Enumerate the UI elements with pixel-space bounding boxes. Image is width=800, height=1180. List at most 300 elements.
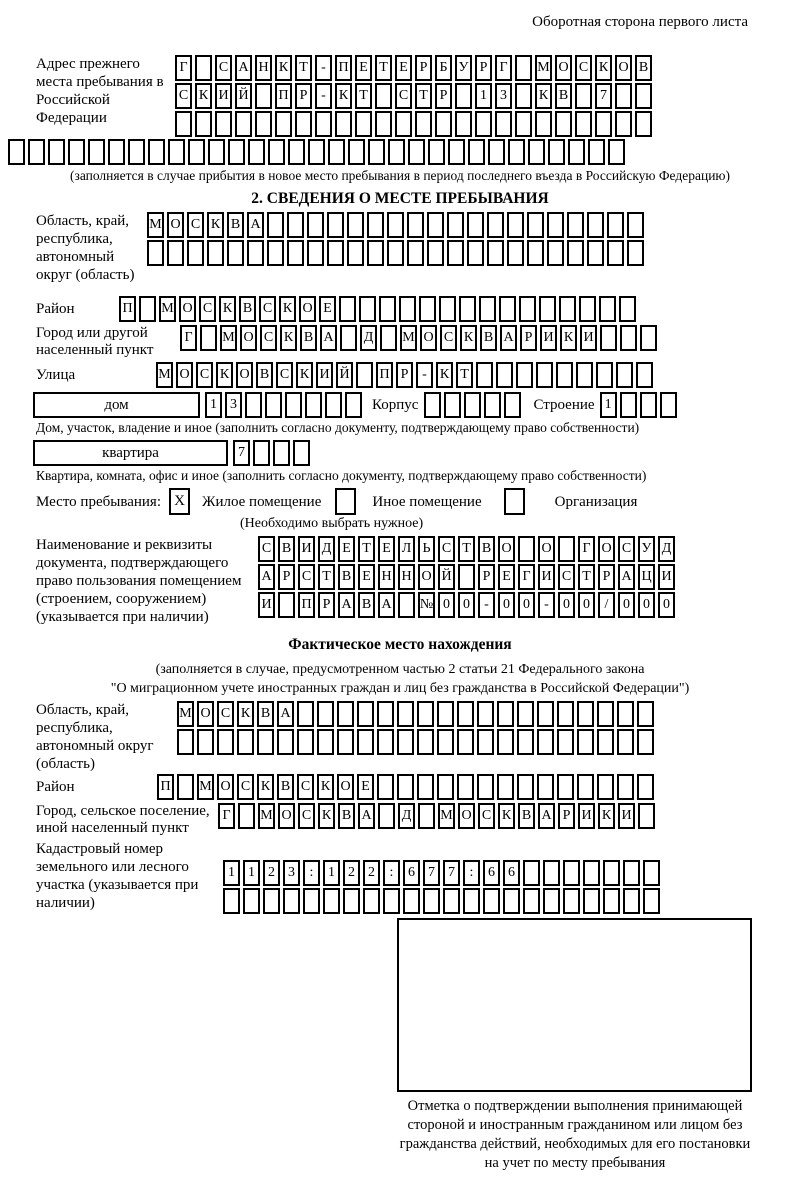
char-box xyxy=(356,362,373,388)
char-box xyxy=(359,296,376,322)
char-box xyxy=(588,139,605,165)
char-box: У xyxy=(455,55,472,81)
char-box xyxy=(595,111,612,137)
char-box xyxy=(177,774,194,800)
char-box xyxy=(207,240,224,266)
char-box: : xyxy=(383,860,400,886)
actual-region-rows xyxy=(177,701,657,757)
char-box: Р xyxy=(558,803,575,829)
char-box xyxy=(507,212,524,238)
char-box: Е xyxy=(338,536,355,562)
char-box xyxy=(357,701,374,727)
char-box xyxy=(418,803,435,829)
actual-region-label: Область, край, республика, автономный округ (область) xyxy=(36,702,154,772)
char-box xyxy=(619,296,636,322)
char-box xyxy=(223,888,240,914)
char-box xyxy=(583,860,600,886)
char-box: К xyxy=(275,55,292,81)
char-box xyxy=(563,860,580,886)
house-block xyxy=(0,392,800,418)
char-box: О xyxy=(598,536,615,562)
char-box xyxy=(288,139,305,165)
char-box: К xyxy=(436,362,453,388)
char-box: 1 xyxy=(205,392,222,418)
region-label: Область, край, республика, автономный округ (область) xyxy=(36,213,135,283)
char-box xyxy=(228,139,245,165)
char-box: 6 xyxy=(403,860,420,886)
char-box xyxy=(468,139,485,165)
char-box: 0 xyxy=(518,592,535,618)
char-box: 3 xyxy=(495,83,512,109)
char-box xyxy=(497,729,514,755)
char-box: С xyxy=(478,803,495,829)
char-box: - xyxy=(315,83,332,109)
char-box xyxy=(517,729,534,755)
char-box: У xyxy=(638,536,655,562)
char-box xyxy=(328,139,345,165)
char-box: С xyxy=(259,296,276,322)
char-box xyxy=(597,774,614,800)
char-box: О xyxy=(278,803,295,829)
char-box xyxy=(377,729,394,755)
char-box xyxy=(519,296,536,322)
char-box xyxy=(355,111,372,137)
char-box: 1 xyxy=(475,83,492,109)
char-box: Г xyxy=(578,536,595,562)
char-box: - xyxy=(538,592,555,618)
char-box xyxy=(635,111,652,137)
char-box: П xyxy=(298,592,315,618)
page-side-note: Оборотная сторона первого листа xyxy=(532,14,748,30)
char-box xyxy=(523,860,540,886)
char-box xyxy=(636,362,653,388)
char-box xyxy=(139,296,156,322)
char-box: Р xyxy=(478,564,495,590)
char-box: И xyxy=(658,564,675,590)
char-box xyxy=(437,774,454,800)
char-box xyxy=(340,325,357,351)
char-box: Л xyxy=(398,536,415,562)
char-box xyxy=(488,139,505,165)
actual-district-row xyxy=(157,774,657,800)
char-box: О xyxy=(179,296,196,322)
cadastre-row-1 xyxy=(223,860,663,886)
char-box: К xyxy=(560,325,577,351)
char-box xyxy=(267,212,284,238)
char-box: В xyxy=(338,564,355,590)
char-box xyxy=(587,212,604,238)
char-box: Р xyxy=(475,55,492,81)
char-box xyxy=(617,774,634,800)
actual-district-label: Район xyxy=(36,779,75,795)
char-box: Е xyxy=(395,55,412,81)
char-box xyxy=(517,774,534,800)
char-box: Р xyxy=(278,564,295,590)
char-box xyxy=(347,212,364,238)
actual-city-block xyxy=(0,803,800,837)
char-box xyxy=(128,139,145,165)
char-box xyxy=(380,325,397,351)
char-box: В xyxy=(257,701,274,727)
char-box xyxy=(305,392,322,418)
char-box xyxy=(317,701,334,727)
char-box xyxy=(623,860,640,886)
char-box xyxy=(439,296,456,322)
char-box xyxy=(8,139,25,165)
char-box: А xyxy=(320,325,337,351)
char-box xyxy=(237,729,254,755)
char-box xyxy=(557,701,574,727)
char-box: А xyxy=(618,564,635,590)
char-box xyxy=(640,392,657,418)
actual-location-title: Фактическое место нахождения xyxy=(288,636,512,653)
char-box xyxy=(177,729,194,755)
ownership-document-block xyxy=(0,536,800,626)
char-box xyxy=(447,212,464,238)
char-box: 7 xyxy=(595,83,612,109)
char-box xyxy=(587,240,604,266)
city-row xyxy=(180,325,660,351)
char-box: С xyxy=(395,83,412,109)
apartment-block xyxy=(0,440,800,466)
char-box: С xyxy=(258,536,275,562)
char-box: 1 xyxy=(323,860,340,886)
char-box: А xyxy=(247,212,264,238)
korpus-label: Корпус xyxy=(372,397,419,413)
char-box xyxy=(557,729,574,755)
char-box xyxy=(397,774,414,800)
char-box: - xyxy=(478,592,495,618)
char-box: 0 xyxy=(658,592,675,618)
char-box: 6 xyxy=(503,860,520,886)
char-box xyxy=(395,111,412,137)
char-box xyxy=(28,139,45,165)
char-box xyxy=(620,392,637,418)
char-box xyxy=(227,240,244,266)
char-box: М xyxy=(258,803,275,829)
char-box xyxy=(285,392,302,418)
char-box: И xyxy=(578,803,595,829)
char-box: О xyxy=(615,55,632,81)
char-box xyxy=(147,240,164,266)
char-box xyxy=(317,729,334,755)
char-box xyxy=(643,860,660,886)
char-box: К xyxy=(207,212,224,238)
char-box xyxy=(537,774,554,800)
char-box xyxy=(507,240,524,266)
char-box: Р xyxy=(396,362,413,388)
char-box xyxy=(615,111,632,137)
char-box: 3 xyxy=(283,860,300,886)
char-box xyxy=(643,888,660,914)
char-box xyxy=(257,729,274,755)
char-box xyxy=(475,111,492,137)
prev-address-row-2 xyxy=(175,83,655,109)
stroenie-row xyxy=(600,392,680,418)
char-box xyxy=(275,111,292,137)
char-box xyxy=(515,111,532,137)
char-box: К xyxy=(335,83,352,109)
char-box xyxy=(477,701,494,727)
prev-address-block xyxy=(0,55,800,139)
cadastre-rows xyxy=(223,840,663,916)
char-box xyxy=(495,111,512,137)
char-box: 6 xyxy=(483,860,500,886)
char-box xyxy=(479,296,496,322)
checkbox-residential: X xyxy=(169,488,190,515)
char-box xyxy=(265,392,282,418)
char-box xyxy=(539,296,556,322)
char-box: 7 xyxy=(423,860,440,886)
char-box: М xyxy=(159,296,176,322)
korpus-row xyxy=(424,392,524,418)
char-box xyxy=(555,111,572,137)
stay-place-block xyxy=(0,488,800,515)
char-box: И xyxy=(298,536,315,562)
char-box xyxy=(367,240,384,266)
char-box xyxy=(607,212,624,238)
char-box xyxy=(268,139,285,165)
char-box xyxy=(517,701,534,727)
char-box: Т xyxy=(358,536,375,562)
char-box: М xyxy=(156,362,173,388)
char-box xyxy=(457,774,474,800)
char-box: Н xyxy=(378,564,395,590)
char-box xyxy=(378,803,395,829)
char-box xyxy=(367,212,384,238)
actual-district-block xyxy=(0,774,800,800)
char-box xyxy=(497,701,514,727)
char-box xyxy=(617,729,634,755)
region-row-1 xyxy=(147,212,647,238)
char-box: Е xyxy=(498,564,515,590)
char-box xyxy=(200,325,217,351)
district-block xyxy=(0,296,800,322)
char-box: О xyxy=(167,212,184,238)
char-box: 0 xyxy=(558,592,575,618)
char-box xyxy=(444,392,461,418)
char-box: К xyxy=(598,803,615,829)
char-box xyxy=(567,240,584,266)
char-box: В xyxy=(278,536,295,562)
stamp-caption-line: на учет по месту пребывания xyxy=(484,1155,666,1171)
char-box: 0 xyxy=(438,592,455,618)
char-box: К xyxy=(216,362,233,388)
char-box xyxy=(267,240,284,266)
char-box xyxy=(463,888,480,914)
char-box xyxy=(527,212,544,238)
char-box xyxy=(327,240,344,266)
char-box: В xyxy=(338,803,355,829)
char-box xyxy=(576,362,593,388)
char-box xyxy=(407,212,424,238)
actual-location-note-1: (заполняется в случае, предусмотренном частью 2 статьи 21 Федерального закона xyxy=(155,662,645,677)
char-box xyxy=(623,888,640,914)
char-box xyxy=(637,774,654,800)
char-box: - xyxy=(416,362,433,388)
char-box xyxy=(88,139,105,165)
char-box: П xyxy=(335,55,352,81)
char-box xyxy=(607,240,624,266)
char-box: В xyxy=(480,325,497,351)
char-box: И xyxy=(258,592,275,618)
char-box: Т xyxy=(318,564,335,590)
char-box: Г xyxy=(218,803,235,829)
char-box: С xyxy=(298,803,315,829)
char-box xyxy=(638,803,655,829)
char-box: Д xyxy=(398,803,415,829)
char-box: 1 xyxy=(243,860,260,886)
char-box: О xyxy=(197,701,214,727)
char-box xyxy=(563,888,580,914)
char-box xyxy=(397,729,414,755)
char-box xyxy=(295,111,312,137)
char-box: Е xyxy=(357,774,374,800)
checkbox-other-premises xyxy=(335,488,356,515)
char-box: К xyxy=(595,55,612,81)
char-box: И xyxy=(618,803,635,829)
char-box xyxy=(477,774,494,800)
char-box: Р xyxy=(415,55,432,81)
district-label: Район xyxy=(36,301,75,317)
char-box xyxy=(617,701,634,727)
prev-address-row-4 xyxy=(8,139,800,165)
char-box: О xyxy=(420,325,437,351)
char-box: В xyxy=(239,296,256,322)
char-box xyxy=(583,888,600,914)
char-box xyxy=(427,240,444,266)
char-box xyxy=(283,888,300,914)
char-box: В xyxy=(555,83,572,109)
document-row-2 xyxy=(258,564,678,590)
char-box xyxy=(483,888,500,914)
section2-title: 2. СВЕДЕНИЯ О МЕСТЕ ПРЕБЫВАНИЯ xyxy=(251,190,549,207)
char-box xyxy=(303,888,320,914)
street-row xyxy=(156,362,656,388)
char-box xyxy=(387,212,404,238)
char-box: К xyxy=(219,296,236,322)
char-box: И xyxy=(580,325,597,351)
char-box xyxy=(168,139,185,165)
char-box xyxy=(175,111,192,137)
char-box: Й xyxy=(336,362,353,388)
char-box xyxy=(308,139,325,165)
char-box: 3 xyxy=(225,392,242,418)
char-box xyxy=(255,83,272,109)
char-box: 2 xyxy=(363,860,380,886)
char-box: К xyxy=(498,803,515,829)
char-box xyxy=(443,888,460,914)
char-box xyxy=(427,212,444,238)
char-box: А xyxy=(235,55,252,81)
char-box: А xyxy=(500,325,517,351)
apartment-number-row xyxy=(233,440,313,466)
char-box: Т xyxy=(375,55,392,81)
char-box: О xyxy=(176,362,193,388)
char-box xyxy=(363,888,380,914)
stroenie-label: Строение xyxy=(533,397,595,413)
char-box: С xyxy=(260,325,277,351)
stamp-caption-line: гражданства действий, необходимых для его постановки xyxy=(399,1136,751,1152)
cadastre-label: Кадастровый номер земельного или лесного участка (указывается при наличии) xyxy=(36,841,199,911)
char-box: С xyxy=(187,212,204,238)
char-box xyxy=(455,111,472,137)
char-box: К xyxy=(296,362,313,388)
prev-address-label: Адрес прежнего места пребывания в Российской Федерации xyxy=(36,56,164,126)
char-box xyxy=(457,701,474,727)
char-box xyxy=(558,536,575,562)
char-box xyxy=(603,860,620,886)
char-box: О xyxy=(498,536,515,562)
char-box: Р xyxy=(318,592,335,618)
char-box xyxy=(567,212,584,238)
char-box: С xyxy=(217,701,234,727)
char-box xyxy=(608,139,625,165)
street-block xyxy=(0,362,800,388)
char-box xyxy=(428,139,445,165)
char-box xyxy=(423,888,440,914)
actual-region-block xyxy=(0,701,800,773)
char-box xyxy=(187,240,204,266)
char-box xyxy=(287,212,304,238)
char-box: К xyxy=(318,803,335,829)
char-box xyxy=(597,701,614,727)
char-box xyxy=(419,296,436,322)
char-box: С xyxy=(215,55,232,81)
char-box: Ь xyxy=(418,536,435,562)
char-box xyxy=(448,139,465,165)
char-box xyxy=(407,240,424,266)
ownership-document-label: Наименование и реквизиты документа, подтверждающего право пользования помещением (строением, сооружением) (указывается при наличии) xyxy=(36,537,242,625)
char-box xyxy=(217,729,234,755)
char-box xyxy=(255,111,272,137)
char-box: С xyxy=(575,55,592,81)
region-row-2 xyxy=(147,240,647,266)
option-organization-label: Организация xyxy=(554,493,638,510)
char-box xyxy=(458,564,475,590)
char-box xyxy=(307,240,324,266)
char-box: Т xyxy=(578,564,595,590)
char-box: Г xyxy=(495,55,512,81)
char-box xyxy=(620,325,637,351)
char-box xyxy=(167,240,184,266)
char-box xyxy=(325,392,342,418)
actual-region-row-1 xyxy=(177,701,657,727)
char-box xyxy=(575,83,592,109)
char-box: Н xyxy=(255,55,272,81)
prev-address-row-1 xyxy=(175,55,655,81)
char-box: Й xyxy=(235,83,252,109)
char-box xyxy=(243,888,260,914)
char-box xyxy=(417,729,434,755)
char-box: А xyxy=(378,592,395,618)
char-box: С xyxy=(199,296,216,322)
char-box xyxy=(408,139,425,165)
actual-region-row-2 xyxy=(177,729,657,755)
char-box xyxy=(459,296,476,322)
char-box xyxy=(388,139,405,165)
char-box: Г xyxy=(518,564,535,590)
char-box: Г xyxy=(180,325,197,351)
char-box xyxy=(348,139,365,165)
option-other-premises-label: Иное помещение xyxy=(372,493,482,510)
region-block xyxy=(0,212,800,284)
char-box: К xyxy=(257,774,274,800)
char-box xyxy=(398,592,415,618)
char-box xyxy=(515,55,532,81)
char-box: П xyxy=(275,83,292,109)
char-box xyxy=(215,111,232,137)
